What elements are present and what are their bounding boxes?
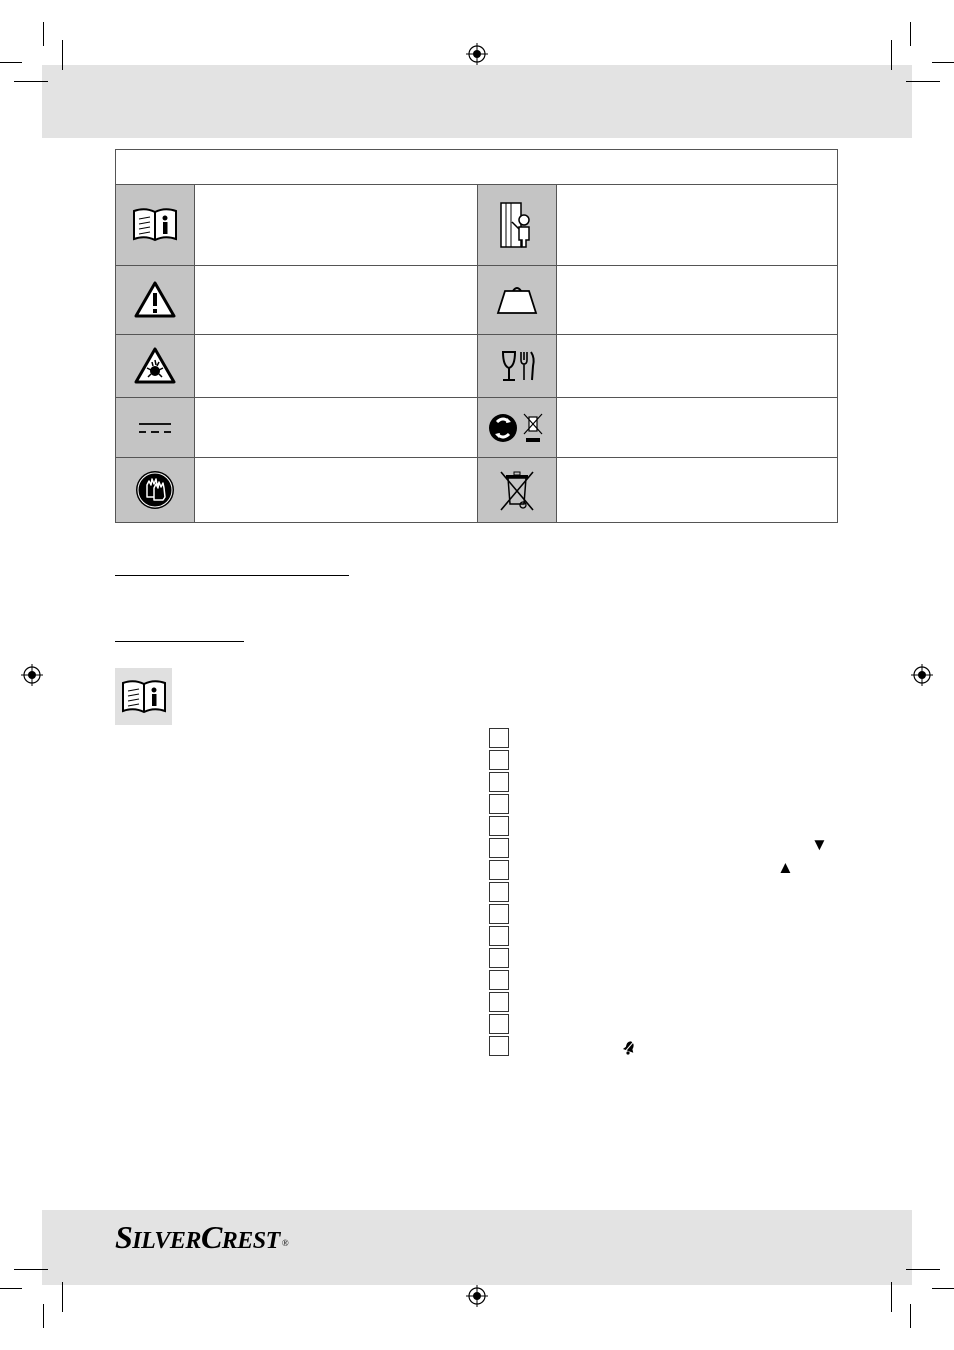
symbol-description: [557, 398, 837, 458]
info-note-box: [115, 668, 172, 725]
symbol-description: [557, 185, 837, 266]
crop-mark: [62, 40, 63, 70]
symbol-description: [195, 266, 478, 335]
part-number-box: [489, 838, 509, 858]
direct-current-icon: [137, 420, 173, 436]
symbol-cell: [116, 185, 195, 266]
part-number-box: [489, 882, 509, 902]
alarm-bell-icon: [622, 1039, 636, 1055]
symbol-table-title: [116, 150, 837, 185]
part-number-box: [489, 794, 509, 814]
symbol-description: [195, 185, 478, 266]
symbol-description: [557, 335, 837, 398]
symbol-cell: [478, 335, 557, 398]
symbol-description: [557, 266, 837, 335]
part-number-box: [489, 926, 509, 946]
part-number-box: [489, 816, 509, 836]
symbol-description: [195, 398, 478, 458]
part-number-box: [489, 992, 509, 1012]
crop-mark: [906, 81, 940, 82]
crop-mark: [910, 1304, 911, 1328]
registration-mark-icon: [466, 1285, 488, 1307]
crop-mark: [932, 62, 954, 63]
part-number-box: [489, 772, 509, 792]
part-number-box: [489, 948, 509, 968]
heading-underline: [115, 575, 349, 576]
crop-mark: [932, 1288, 954, 1289]
crop-mark: [910, 22, 911, 46]
crop-mark: [14, 1269, 48, 1270]
symbol-cell: [478, 398, 557, 458]
crop-mark: [0, 62, 22, 63]
crop-mark: [891, 40, 892, 70]
symbol-cell: [116, 335, 195, 398]
silvercrest-logo: SILVERCREST ®: [115, 1219, 289, 1255]
manual-info-icon: [120, 677, 168, 717]
symbol-cell: [116, 458, 195, 522]
part-number-box: [489, 904, 509, 924]
symbol-description: [557, 458, 837, 522]
part-number-box: [489, 970, 509, 990]
registration-mark-icon: [911, 664, 933, 686]
crop-mark: [906, 1269, 940, 1270]
crossed-bin-icon: [497, 468, 537, 512]
explosion-warning-icon: [133, 346, 177, 386]
symbol-cell: [116, 398, 195, 458]
symbol-cell: [478, 266, 557, 335]
part-number-box: [489, 728, 509, 748]
weight-icon: [495, 283, 539, 317]
food-safe-icon: [497, 346, 537, 386]
part-number-box: [489, 1036, 509, 1056]
manual-info-icon: [131, 205, 179, 245]
child-at-window-icon: [497, 200, 537, 250]
part-number-box: [489, 750, 509, 770]
registration-mark-icon: [466, 43, 488, 65]
header-band: [42, 65, 912, 138]
part-number-box: [489, 860, 509, 880]
crop-mark: [891, 1282, 892, 1312]
up-arrow-icon: ▲: [777, 858, 794, 877]
crop-mark: [43, 22, 44, 46]
symbol-description: [195, 458, 478, 522]
down-arrow-icon: ▼: [811, 835, 828, 854]
symbol-cell: [116, 266, 195, 335]
crop-mark: [14, 81, 48, 82]
registration-mark-icon: [21, 664, 43, 686]
symbol-description: [195, 335, 478, 398]
symbol-table: [115, 149, 838, 523]
part-number-box: [489, 1014, 509, 1034]
crop-mark: [62, 1282, 63, 1312]
crop-mark: [43, 1304, 44, 1328]
crop-mark: [0, 1288, 22, 1289]
heading-underline: [115, 641, 244, 642]
green-dot-recycling-icon: [487, 410, 547, 446]
wear-gloves-icon: [134, 469, 176, 511]
symbol-cell: [478, 458, 557, 522]
symbol-cell: [478, 185, 557, 266]
warning-triangle-icon: [133, 280, 177, 320]
